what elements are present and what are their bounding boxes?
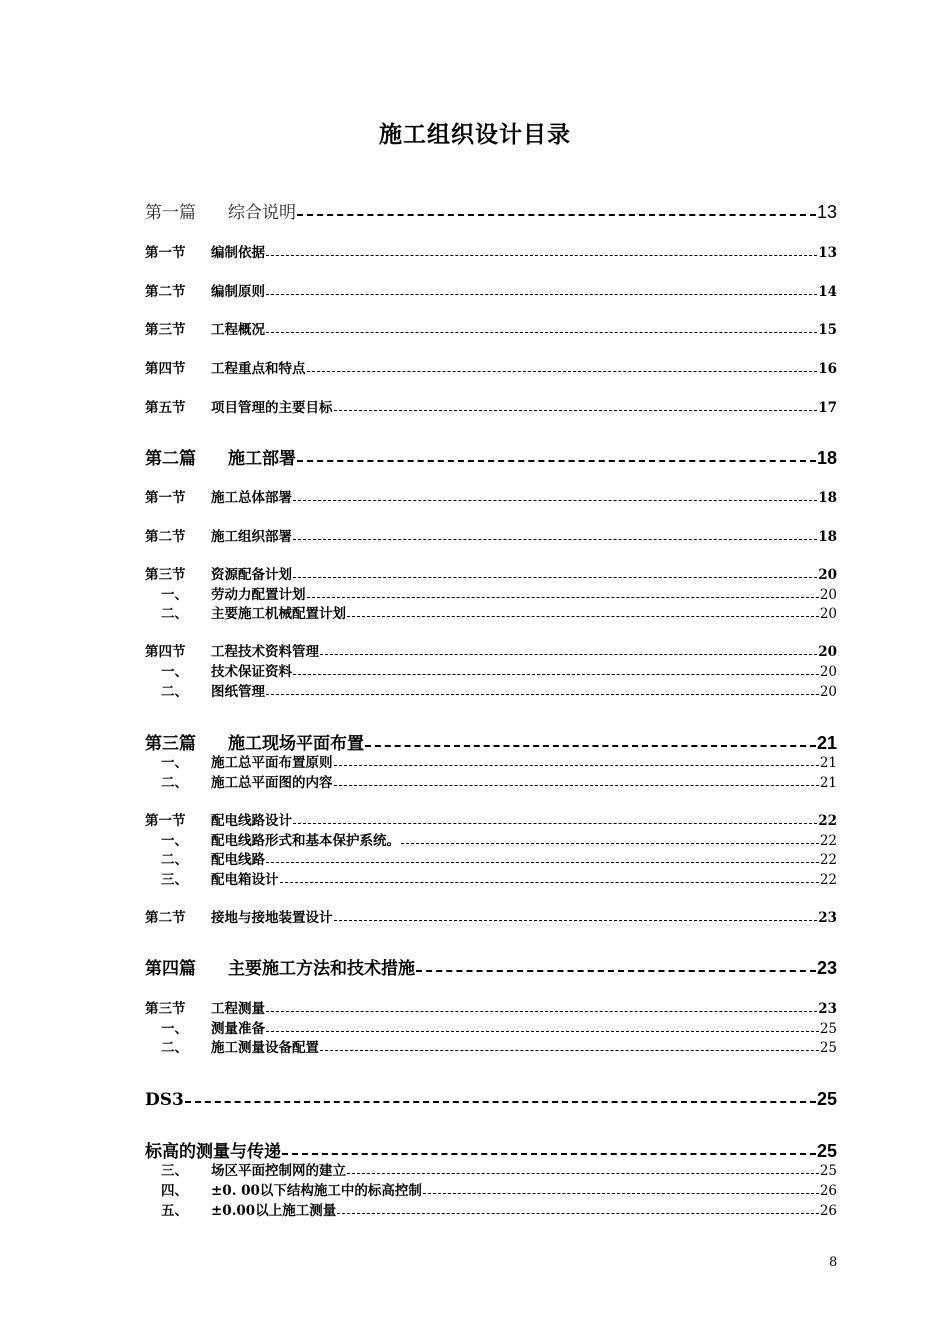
dot-leader bbox=[334, 765, 819, 766]
toc-entry-page: 22 bbox=[819, 872, 837, 888]
toc-entry-number: 二、 bbox=[161, 606, 188, 622]
toc-entry-page: 25 bbox=[816, 1141, 837, 1161]
dot-leader bbox=[320, 654, 817, 655]
toc-entry[interactable] bbox=[145, 241, 837, 261]
toc-entry-page: 13 bbox=[818, 245, 837, 261]
toc-entry-text: 施工部署 bbox=[228, 449, 296, 469]
toc-entry[interactable] bbox=[145, 660, 837, 680]
toc-entry-page: 23 bbox=[818, 910, 837, 926]
toc-entry-text: 技术保证资料 bbox=[211, 664, 292, 680]
dot-leader bbox=[293, 577, 817, 578]
toc-entry-label bbox=[145, 997, 265, 1017]
toc-entry-label bbox=[145, 640, 319, 660]
toc-entry-label bbox=[145, 1179, 422, 1199]
dot-leader bbox=[293, 500, 817, 501]
toc-entry-page: 21 bbox=[819, 775, 837, 791]
toc-entry[interactable] bbox=[145, 486, 837, 506]
toc-entry-label bbox=[145, 396, 333, 416]
dot-leader bbox=[185, 1101, 816, 1103]
toc-entry[interactable] bbox=[145, 751, 837, 771]
toc-entry-text: 施工现场平面布置 bbox=[228, 734, 364, 754]
toc-entry-label bbox=[145, 751, 333, 771]
toc-entry-label bbox=[145, 1159, 346, 1179]
toc-entry[interactable] bbox=[145, 997, 837, 1017]
toc-entry-number: 一、 bbox=[161, 755, 188, 771]
toc-entry-page: 13 bbox=[816, 202, 837, 222]
toc-entry-number: 第二节 bbox=[145, 910, 186, 926]
toc-entry-number: 第二节 bbox=[145, 284, 186, 300]
toc-entry-number: 一、 bbox=[161, 833, 188, 849]
toc-entry-text: 施工组织部署 bbox=[211, 529, 292, 545]
toc-entry-number: 二、 bbox=[161, 684, 188, 700]
toc-entry-number: 五、 bbox=[161, 1203, 188, 1219]
toc-entry[interactable] bbox=[145, 1036, 837, 1056]
toc-entry-page: 20 bbox=[819, 664, 837, 680]
dot-leader bbox=[266, 332, 817, 333]
dot-leader bbox=[347, 1173, 819, 1174]
toc-entry-number: 第一篇 bbox=[145, 203, 196, 223]
toc-entry-page: 21 bbox=[816, 733, 837, 753]
toc-entry-page: 26 bbox=[819, 1183, 837, 1199]
toc-entry-page: 26 bbox=[819, 1203, 837, 1219]
toc-entry-page: 25 bbox=[816, 1089, 837, 1109]
toc-entry[interactable] bbox=[145, 868, 837, 888]
dot-leader bbox=[320, 1050, 819, 1051]
toc-entry-label bbox=[145, 848, 265, 868]
page-title: 施工组织设计目录 bbox=[379, 122, 571, 148]
toc-entry-label bbox=[145, 241, 265, 261]
toc-entry-page: 20 bbox=[818, 644, 837, 660]
toc-entry-text: 标高的测量与传递 bbox=[145, 1142, 281, 1162]
toc-entry[interactable] bbox=[145, 443, 837, 469]
toc-entry-text: 工程重点和特点 bbox=[211, 361, 306, 377]
toc-entry-label bbox=[145, 602, 346, 622]
toc-entry[interactable] bbox=[145, 583, 837, 603]
toc-entry[interactable] bbox=[145, 1179, 837, 1199]
toc-entry-number: 四、 bbox=[161, 1183, 188, 1199]
toc-entry-number: 三、 bbox=[161, 1163, 188, 1179]
toc-entry-label bbox=[145, 198, 296, 223]
dot-leader bbox=[416, 970, 816, 972]
dot-leader bbox=[307, 371, 818, 372]
dot-leader bbox=[297, 460, 816, 462]
toc-entry-label bbox=[145, 1017, 265, 1037]
toc-entry-text: DS3 bbox=[145, 1090, 184, 1110]
toc-entry[interactable] bbox=[145, 1084, 837, 1110]
toc-entry-number: 一、 bbox=[161, 1021, 188, 1037]
toc-entry-text: 主要施工方法和技术措施 bbox=[228, 959, 415, 979]
toc-entry-text: 施工测量设备配置 bbox=[211, 1040, 319, 1056]
toc-entry-page: 25 bbox=[819, 1021, 837, 1037]
toc-entry-label bbox=[145, 1090, 184, 1110]
toc-entry-label bbox=[145, 280, 265, 300]
toc-entry-text: 场区平面控制网的建立 bbox=[211, 1163, 346, 1179]
toc-entry-label bbox=[145, 660, 292, 680]
toc-entry-page: 16 bbox=[818, 361, 837, 377]
toc-entry-number: 第二篇 bbox=[145, 449, 196, 469]
toc-entry[interactable] bbox=[145, 563, 837, 583]
toc-entry-number: 一、 bbox=[161, 664, 188, 680]
toc-entry-number: 一、 bbox=[161, 587, 188, 603]
toc-entry-text: 配电箱设计 bbox=[211, 872, 279, 888]
dot-leader bbox=[293, 823, 817, 824]
toc-entry-page: 18 bbox=[818, 490, 837, 506]
toc-entry-number: 第一节 bbox=[145, 490, 186, 506]
toc-entry-text: 劳动力配置计划 bbox=[211, 587, 306, 603]
toc-entry-label bbox=[145, 954, 415, 979]
toc-entry-number: 第一节 bbox=[145, 245, 186, 261]
toc-entry-number: 第三节 bbox=[145, 567, 186, 583]
toc-entry[interactable] bbox=[145, 1017, 837, 1037]
toc-entry-page: 20 bbox=[819, 684, 837, 700]
toc-entry-label bbox=[145, 444, 296, 469]
dot-leader bbox=[337, 1213, 819, 1214]
toc-entry-number: 二、 bbox=[161, 1040, 188, 1056]
dot-leader bbox=[266, 1031, 819, 1032]
toc-entry-text: 施工总体部署 bbox=[211, 490, 292, 506]
toc-entry-text: 项目管理的主要目标 bbox=[211, 400, 333, 416]
toc-entry-text: 配电线路形式和基本保护系统。 bbox=[211, 833, 400, 849]
toc-entry-label bbox=[145, 318, 265, 338]
toc-entry-number: 三、 bbox=[161, 872, 188, 888]
dot-leader bbox=[423, 1193, 819, 1194]
toc-entry-page: 20 bbox=[818, 567, 837, 583]
toc-entry-number: 第四节 bbox=[145, 361, 186, 377]
dot-leader bbox=[401, 843, 819, 844]
toc-entry[interactable] bbox=[145, 809, 837, 829]
toc-entry[interactable] bbox=[145, 953, 837, 979]
toc-entry-text: 施工总平面布置原则 bbox=[211, 755, 333, 771]
toc-entry-label bbox=[145, 906, 333, 926]
toc-entry[interactable] bbox=[145, 848, 837, 868]
toc-entry[interactable] bbox=[145, 640, 837, 660]
toc-entry-text: 测量准备 bbox=[211, 1021, 265, 1037]
toc-entry[interactable] bbox=[145, 1199, 837, 1219]
toc-entry-text: 接地与接地装置设计 bbox=[211, 910, 333, 926]
dot-leader bbox=[334, 785, 819, 786]
toc-entry-label bbox=[145, 525, 292, 545]
toc-entry-text: 施工总平面图的内容 bbox=[211, 775, 333, 791]
toc-entry[interactable] bbox=[145, 771, 837, 791]
toc-entry-number: 第三篇 bbox=[145, 734, 196, 754]
toc-entry-page: 20 bbox=[819, 587, 837, 603]
toc-entry-page: 17 bbox=[818, 400, 837, 416]
toc-entry[interactable] bbox=[145, 829, 837, 849]
toc-entry-page: 22 bbox=[819, 833, 837, 849]
dot-leader bbox=[334, 410, 818, 411]
page-number: 8 bbox=[829, 1255, 838, 1270]
toc-entry-label bbox=[145, 357, 306, 377]
dot-leader bbox=[307, 597, 819, 598]
toc-entry-label bbox=[145, 680, 265, 700]
toc-entry-number: 第四节 bbox=[145, 644, 186, 660]
toc-entry[interactable] bbox=[145, 318, 837, 338]
toc-entry-text: 配电线路设计 bbox=[211, 813, 292, 829]
toc-entry-text: 综合说明 bbox=[228, 203, 296, 223]
toc-entry-label bbox=[145, 563, 292, 583]
dot-leader bbox=[293, 539, 817, 540]
toc-entry-page: 21 bbox=[819, 755, 837, 771]
toc-entry[interactable] bbox=[145, 680, 837, 700]
toc-entry[interactable] bbox=[145, 357, 837, 377]
toc-entry[interactable] bbox=[145, 197, 837, 223]
toc-entry-label bbox=[145, 868, 279, 888]
toc-entry-label bbox=[145, 1199, 336, 1219]
toc-entry-text: 工程测量 bbox=[211, 1001, 265, 1017]
toc-entry-number: 第二节 bbox=[145, 529, 186, 545]
dot-leader bbox=[297, 214, 816, 216]
toc-entry-number: 第一节 bbox=[145, 813, 186, 829]
toc-entry-page: 22 bbox=[818, 813, 837, 829]
dot-leader bbox=[266, 862, 819, 863]
toc-entry[interactable] bbox=[145, 525, 837, 545]
toc-entry-page: 25 bbox=[819, 1163, 837, 1179]
toc-entry-number: 第三节 bbox=[145, 322, 186, 338]
dot-leader bbox=[365, 745, 816, 747]
toc-entry-text: ±0. 00以下结构施工中的标高控制 bbox=[211, 1183, 422, 1199]
toc-entry[interactable] bbox=[145, 1159, 837, 1179]
toc-entry-page: 18 bbox=[816, 448, 837, 468]
toc-entry-page: 18 bbox=[818, 529, 837, 545]
toc-entry-number: 第五节 bbox=[145, 400, 186, 416]
dot-leader bbox=[334, 920, 818, 921]
toc-entry-text: 主要施工机械配置计划 bbox=[211, 606, 346, 622]
dot-leader bbox=[280, 882, 819, 883]
dot-leader bbox=[266, 694, 819, 695]
toc-entry-page: 25 bbox=[819, 1040, 837, 1056]
toc-entry-number: 第三节 bbox=[145, 1001, 186, 1017]
dot-leader bbox=[347, 616, 819, 617]
toc-entry-page: 22 bbox=[819, 852, 837, 868]
toc-entry-text: 工程技术资料管理 bbox=[211, 644, 319, 660]
toc-entry-number: 二、 bbox=[161, 775, 188, 791]
toc-entry-text: ±0.00以上施工测量 bbox=[211, 1203, 337, 1219]
toc-entry-label bbox=[145, 486, 292, 506]
toc-entry-text: 编制依据 bbox=[211, 245, 265, 261]
toc-entry-label bbox=[145, 829, 400, 849]
toc-entry-number: 二、 bbox=[161, 852, 188, 868]
toc-entry-label bbox=[145, 583, 306, 603]
toc-entry-label bbox=[145, 771, 333, 791]
toc-entry[interactable] bbox=[145, 280, 837, 300]
toc-entry-label bbox=[145, 809, 292, 829]
toc-entry[interactable] bbox=[145, 602, 837, 622]
toc-entry-text: 图纸管理 bbox=[211, 684, 265, 700]
toc-entry[interactable] bbox=[145, 396, 837, 416]
toc-entry-page: 14 bbox=[818, 284, 837, 300]
toc-entry-text: 工程概况 bbox=[211, 322, 265, 338]
toc-entry-text: 配电线路 bbox=[211, 852, 265, 868]
toc-entry-page: 20 bbox=[819, 606, 837, 622]
dot-leader bbox=[293, 674, 819, 675]
toc-entry-page: 23 bbox=[816, 958, 837, 978]
toc-entry[interactable] bbox=[145, 906, 837, 926]
dot-leader bbox=[266, 1011, 817, 1012]
toc-entry-page: 15 bbox=[818, 322, 837, 338]
dot-leader bbox=[266, 255, 817, 256]
toc-entry-text: 编制原则 bbox=[211, 284, 265, 300]
dot-leader bbox=[266, 294, 817, 295]
toc-entry-number: 第四篇 bbox=[145, 959, 196, 979]
toc-entry-label bbox=[145, 1036, 319, 1056]
toc-entry-text: 资源配备计划 bbox=[211, 567, 292, 583]
toc-entry-page: 23 bbox=[818, 1001, 837, 1017]
dot-leader bbox=[282, 1153, 816, 1155]
